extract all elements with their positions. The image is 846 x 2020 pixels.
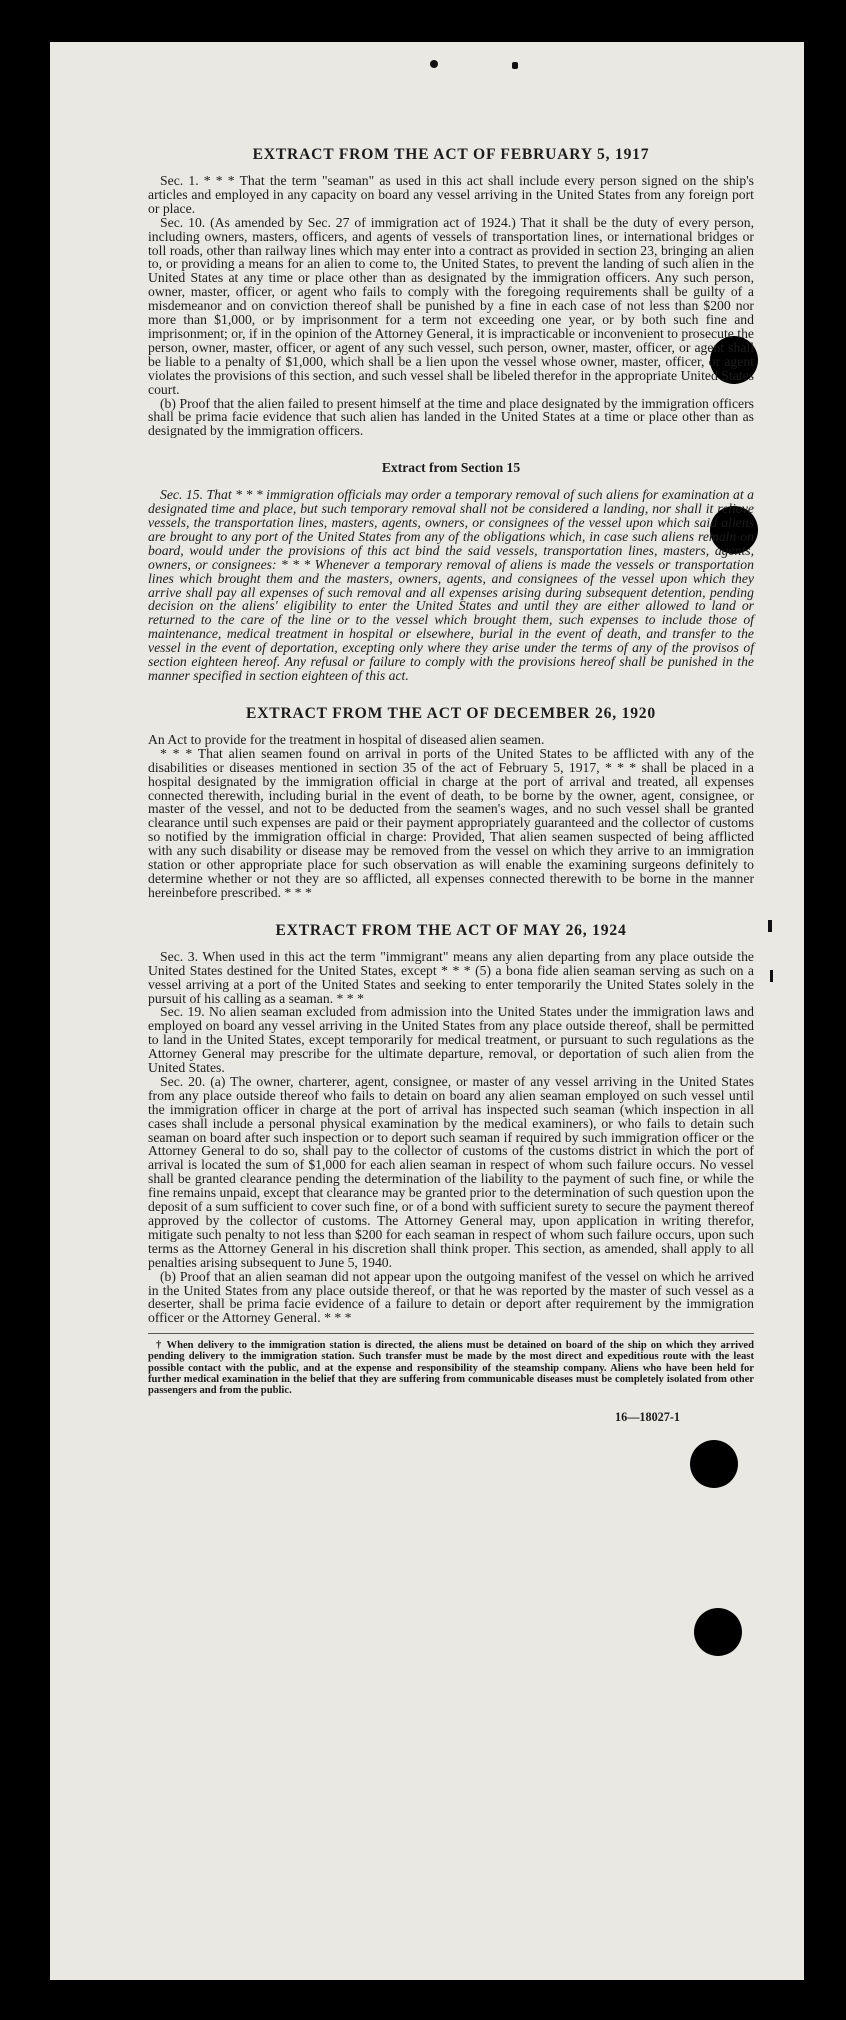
margin-mark-1 — [768, 920, 772, 932]
top-mark-left — [430, 60, 438, 68]
heading-act-1924: EXTRACT FROM THE ACT OF MAY 26, 1924 — [275, 921, 627, 939]
paragraph-sec-3: Sec. 3. When used in this act the term "immigrant" means any alien departing from any place outside the United States destined for the United States, except * * * (5) a bona fide alien seaman serving as such on a vessel arriving at a port of the United States and seeking to enter temporarily the United States solely in the pursuit of his calling as a seaman. * * * — [148, 948, 754, 1006]
heading-act-1920: EXTRACT FROM THE ACT OF DECEMBER 26, 1920 — [246, 704, 656, 722]
heading-section-15: Extract from Section 15 — [381, 460, 521, 476]
paragraph-sec-19: Sec. 19. No alien seaman excluded from admission into the United States under the immigration laws and employed on board any vessel arriving in the United States from any place outside thereof, shall be permitted to land in the United States, except temporarily for medical treatment, or pursuant to such regulations as the Attorney General may prescribe for the ultimate departure, removal, or deportation of such alien from the United States. — [148, 1004, 754, 1076]
paragraph-sec-20-b: (b) Proof that an alien seaman did not appear upon the outgoing manifest of the vessel on which he arrived in the United States from any place outside thereof, or that he was reported by the master of such vessel as a deserter, shall be prima facie evidence of a failure to detain or deport after requirement by the immigration officer or the Attorney General. * * * — [148, 1268, 754, 1326]
form-number: 16—18027-1 — [615, 1410, 680, 1425]
paragraph-sec-10-b: (b) Proof that the alien failed to present himself at the time and place designated by the immigration officers shall be prima facie evidence that such alien has landed in the United States at a time or place other than as designated by the immigration officers. — [148, 395, 754, 439]
document-text — [148, 146, 754, 1425]
punch-hole-4 — [694, 1608, 742, 1656]
paragraph-1920-title: An Act to provide for the treatment in hospital of diseased alien seamen. — [148, 731, 545, 747]
paragraph-sec-1: Sec. 1. * * * That the term "seaman" as used in this act shall include every person signed on the ship's articles and employed in any capacity on board any vessel arriving in the United States from any foreign port or place. — [148, 173, 754, 216]
margin-mark-2 — [770, 970, 773, 982]
document-page — [50, 42, 804, 1980]
paragraph-sec-10: Sec. 10. (As amended by Sec. 27 of immigration act of 1924.) That it shall be the duty of every person, including owners, masters, officers, and agents of vessels of transportation lines, or international bridges or toll roads, other than railway lines which may enter into a contract as provided in section 23, bringing an alien to, or providing a means for an alien to come to, the United States, to prevent the landing of such alien in the United States at any time or place other than as designated by the immigration officers. Any such person, owner, master, officer, or agent who fails to comply with the foregoing requirements shall be guilty of a misdemeanor and on conviction thereof shall be punished by a fine in each case of not less than $200 nor more than $1,000, or by imprisonment for a term not exceeding one year, or by both such fine and imprisonment; or, if in the opinion of the Attorney General, it is impracticable or inconvenient to prosecute the person, owner, master, officer, or agent of any such vessel, such person, owner, master, officer, or agent shall be liable to a penalty of $1,000, which shall be a lien upon the vessel whose owner, master, officer, or agent violates the provisions of this section, and such vessel shall be libeled therefor in the appropriate United States court. — [148, 214, 754, 397]
punch-hole-3 — [690, 1440, 738, 1488]
footnote: † When delivery to the immigration station is directed, the aliens must be detained on board of the ship on which they arrived pending delivery to the immigration station. Such transfer must be made by the most direct and expeditious route with the least possible contact with the public, and at the expense and responsibility of the steamship company. Aliens who have been held for further medical examination in the belief that they are suffering from communicable diseases must be completely isolated from other passengers and from the public. — [148, 1333, 754, 1396]
paragraph-sec-15: Sec. 15. That * * * immigration officials may order a temporary removal of such aliens for examination at a designated time and place, but such temporary removal shall not be considered a landing, nor shall it relieve vessels, the transportation lines, masters, agents, owners, or consignees of the vessel upon which said aliens are brought to any port of the United States from any of the obligations which, in case such aliens remain on board, would under the provisions of this act bind the said vessels, transportation lines, masters, agents, owners, or consignees: * * * Whenever a temporary removal of aliens is made the vessels or transportation lines which brought them and the masters, owners, agents, and consignees of the vessel upon which they arrive shall pay all expenses of such removal and all expenses arising during subsequent detention, pending decision on the aliens' eligibility to enter the United States and until they are either allowed to land or returned to the care of the line or to the vessel which brought them, such expenses to include those of maintenance, medical treatment in hospital or elsewhere, burial in the event of death, and transfer to the vessel in the event of deportation, excepting only where they arise under the terms of any of the provisos of section eighteen hereof. Any refusal or failure to comply with the provisions hereof shall be punished in the manner specified in section eighteen of this act. — [148, 487, 754, 683]
paragraph-sec-20-a: Sec. 20. (a) The owner, charterer, agent, consignee, or master of any vessel arriving in the United States from any place outside thereof who fails to detain on board any alien seaman employed on such vessel until the immigration officer in charge at the port of arrival has inspected such seaman (which inspection in all cases shall include a personal physical examination by the medical examiners), or who fails to detain such seaman on board after such inspection or to deport such seaman if required by such immigration officer or the Attorney General to do so, shall pay to the collector of customs of the customs district in which the port of arrival is located the sum of $1,000 for each alien seaman in respect of whom such failure occurs. No vessel shall be granted clearance pending the determination of the liability to the payment of such fine, or while the fine remains unpaid, except that clearance may be granted prior to the determination of such question upon the deposit of a sum sufficient to cover such fine, or of a bond with sufficient surety to secure the payment thereof approved by the collector of customs. The Attorney General may, upon application in writing therefor, mitigate such penalty to not less than $200 for each seaman in respect of whom such failure occurs, upon such terms as the Attorney General in his discretion shall think proper. This section, as amended, shall apply to all penalties arising subsequent to June 5, 1940. — [148, 1073, 754, 1270]
top-mark-right — [512, 62, 518, 69]
paragraph-1920-body: * * * That alien seamen found on arrival in ports of the United States to be afflicted with any of the disabilities or diseases mentioned in section 35 of the act of February 5, 1917, * * * shall be placed in a hospital designated by the immigration official in charge at the port of arrival and treated, all expenses connected therewith, including burial in the event of death, to be borne by the owner, agent, consignee, or master of the vessel, and not to be deducted from the seamen's wages, and no such vessel shall be granted clearance until such expenses are paid or their payment appropriately guaranteed and the collector of customs so notified by the immigration official in charge: Provided, That alien seamen suspected of being afflicted with any such disability or disease may be removed from the vessel on which they arrive to an immigration station or other appropriate place for such observation as will enable the examining surgeons definitely to determine whether or not they are so afflicted, all expenses connected therewith to be borne in the manner hereinbefore prescribed. * * * — [148, 745, 754, 900]
heading-act-1917: EXTRACT FROM THE ACT OF FEBRUARY 5, 1917 — [252, 146, 650, 163]
